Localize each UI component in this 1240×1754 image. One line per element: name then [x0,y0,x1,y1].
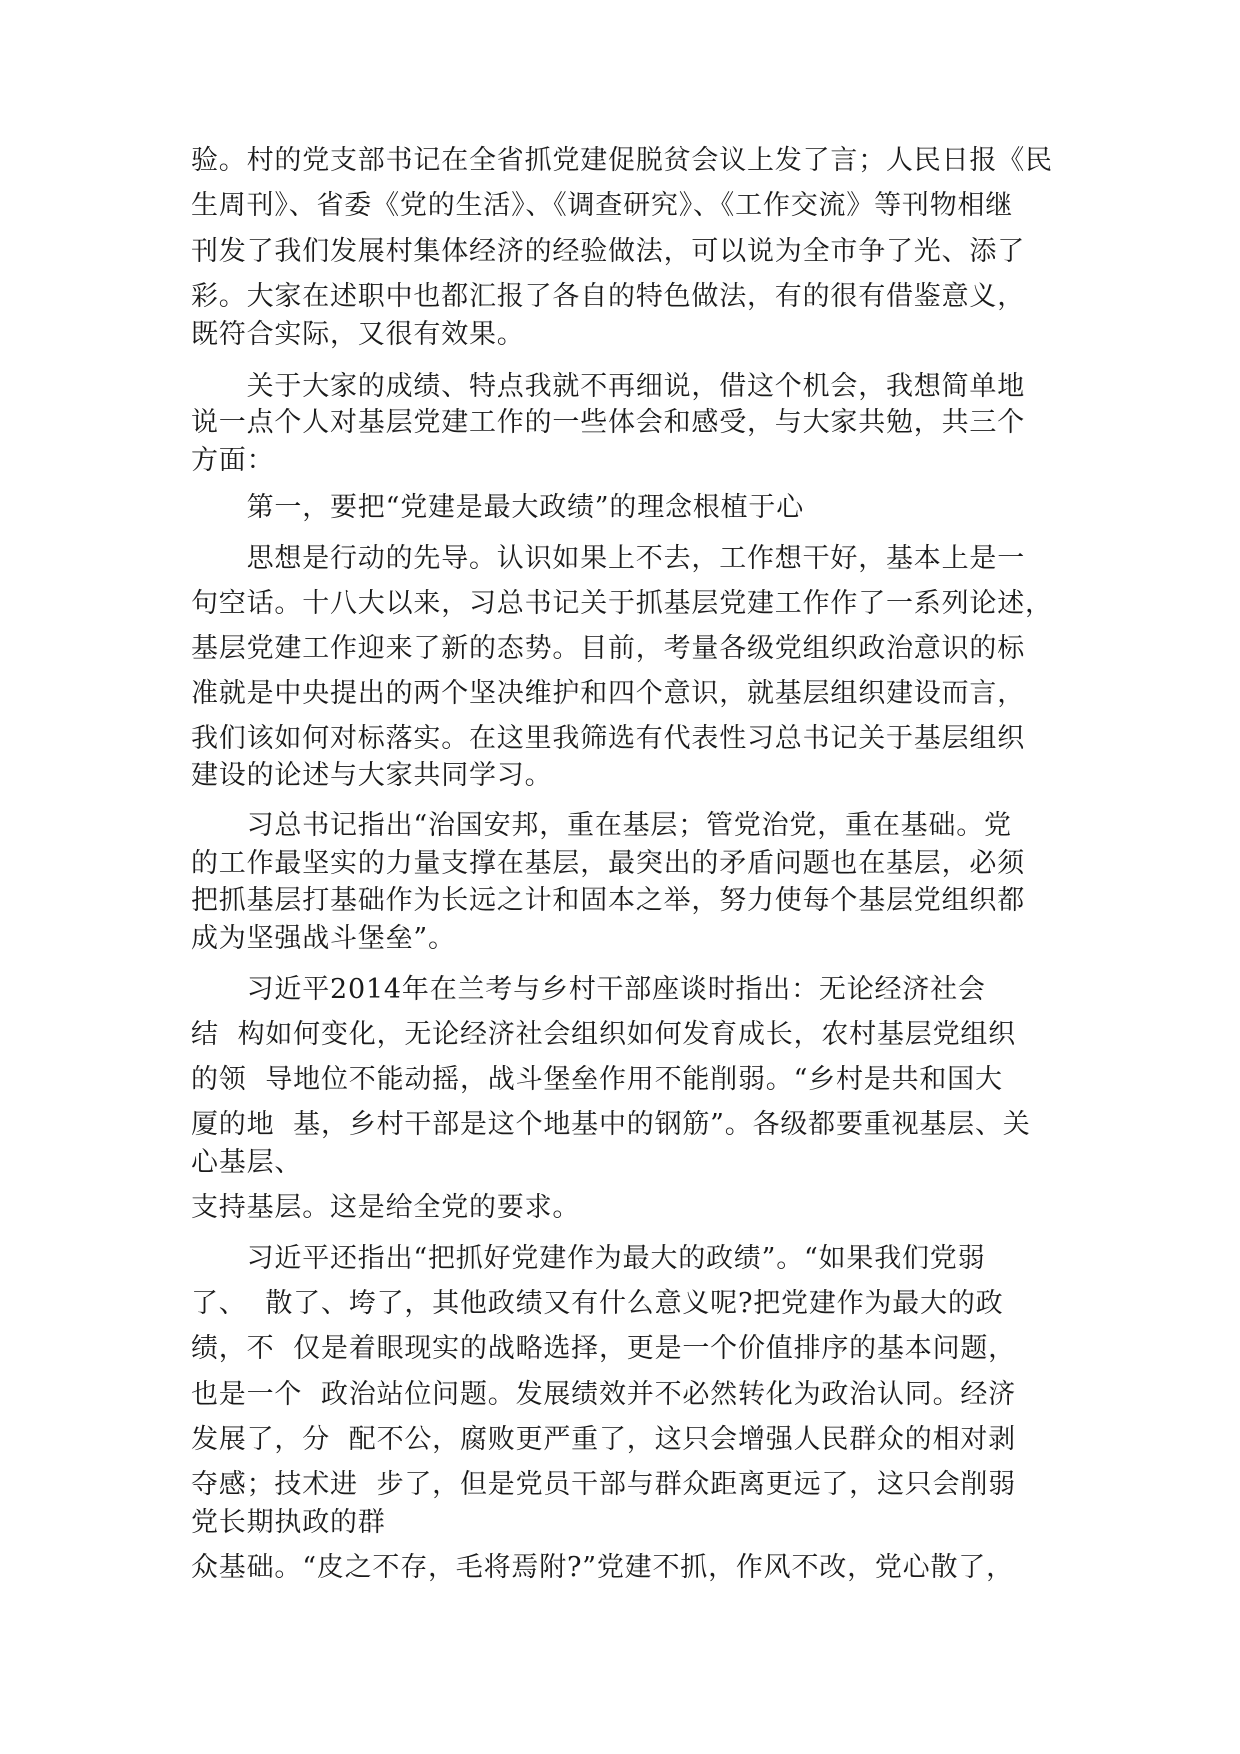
text-line: 习近平2014年在兰考与乡村干部座谈时指出：无论经济社会 [191,974,986,1005]
text-line: 的工作最坚实的力量支撑在基层，最突出的矛盾问题也在基层，必须 [191,848,1025,879]
text-line: 既符合实际，又很有效果。 [191,319,525,350]
text-line: 众基础。“皮之不存，毛将焉附?”党建不抓，作风不改，党心散了， [191,1552,1014,1583]
text-line: 刊发了我们发展村集体经济的经验做法，可以说为全市争了光、添了 [191,236,1025,267]
text-line: 我们该如何对标落实。在这里我筛选有代表性习总书记关于基层组织 [191,723,1025,754]
text-line: 思想是行动的先导。认识如果上不去，工作想干好，基本上是一 [191,543,1025,574]
text-line: 准就是中央提出的两个坚决维护和四个意识，就基层组织建设而言， [191,678,1025,709]
text-line: 也是一个 政治站位问题。发展绩效并不必然转化为政治认同。经济 [191,1379,1016,1410]
text-line: 厦的地 基，乡村干部是这个地基中的钢筋”。各级都要重视基层、关 [191,1109,1031,1140]
text-line: 的领 导地位不能动摇，战斗堡垒作用不能削弱。“乡村是共和国大 [191,1064,1003,1095]
text-line: 支持基层。这是给全党的要求。 [191,1192,581,1223]
text-line: 把抓基层打基础作为长远之计和固本之举，努力使每个基层党组织都 [191,885,1025,916]
text-line: 成为坚强战斗堡垒”。 [191,923,456,954]
text-line: 习总书记指出“治国安邦，重在基层；管党治党，重在基础。党 [191,810,1012,841]
text-line: 基层党建工作迎来了新的态势。目前，考量各级党组织政治意识的标 [191,633,1025,664]
text-line: 党长期执政的群 [191,1507,386,1538]
text-line: 句空话。十八大以来，习总书记关于抓基层党建工作作了一系列论述， [191,588,1053,619]
text-line: 了、 散了、垮了，其他政绩又有什么意义呢?把党建作为最大的政 [191,1288,1004,1319]
text-line: 发展了，分 配不公，腐败更严重了，这只会增强人民群众的相对剥 [191,1424,1016,1455]
text-line: 验。村的党支部书记在全省抓党建促脱贫会议上发了言；人民日报《民 [191,145,1053,176]
text-line: 生周刊》、省委《党的生活》、《调查研究》、《工作交流》等刊物相继 [191,190,1014,221]
text-line: 方面： [191,445,275,476]
section-heading: 第一，要把“党建是最大政绩”的理念根植于心 [191,492,805,523]
text-line: 彩。大家在述职中也都汇报了各自的特色做法，有的很有借鉴意义， [191,281,1025,312]
text-line: 绩，不 仅是着眼现实的战略选择，更是一个价值排序的基本问题， [191,1333,1016,1364]
text-line: 夺感；技术进 步了，但是党员干部与群众距离更远了，这只会削弱 [191,1469,1016,1500]
text-line: 说一点个人对基层党建工作的一些体会和感受，与大家共勉，共三个 [191,407,1025,438]
text-line: 建设的论述与大家共同学习。 [191,760,553,791]
text-line: 习近平还指出“把抓好党建作为最大的政绩”。“如果我们党弱 [191,1243,986,1274]
text-line: 关于大家的成绩、特点我就不再细说，借这个机会，我想简单地 [191,371,1025,402]
text-line: 心基层、 [191,1147,303,1178]
text-line: 结 构如何变化，无论经济社会组织如何发育成长，农村基层党组织 [191,1019,1016,1050]
